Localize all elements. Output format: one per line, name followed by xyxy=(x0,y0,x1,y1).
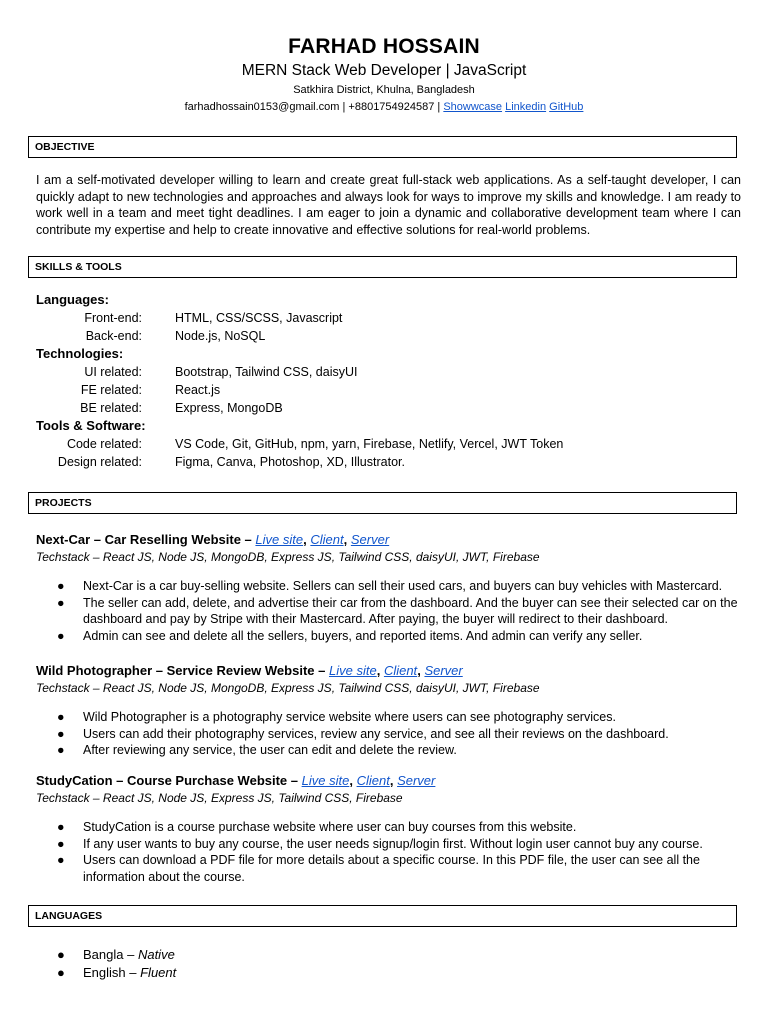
skill-label: FE related: xyxy=(80,383,142,397)
skill-row xyxy=(36,327,736,345)
address: Satkhira District, Khulna, Bangladesh xyxy=(293,84,475,96)
github-link[interactable]: GitHub xyxy=(549,101,584,113)
bullet-icon: ● xyxy=(57,820,65,834)
bullet-icon: ● xyxy=(57,726,65,741)
resume-header xyxy=(0,34,768,115)
skill-category: Tools & Software: xyxy=(36,418,146,433)
skill-row xyxy=(36,453,736,471)
section-heading-skills: SKILLS & TOOLS xyxy=(28,256,737,278)
client-link[interactable]: Client xyxy=(356,773,390,788)
bullet-icon: ● xyxy=(57,628,65,643)
skill-value: HTML, CSS/SCSS, Javascript xyxy=(175,311,343,325)
bullet-icon: ● xyxy=(57,853,65,867)
list-item xyxy=(0,852,740,885)
bullet-icon: ● xyxy=(57,947,65,962)
skill-category: Languages: xyxy=(36,292,109,307)
bullet-text: StudyCation is a course purchase website where user can buy courses from this website. xyxy=(83,820,577,834)
live-site-link[interactable]: Live site xyxy=(301,773,350,788)
list-item xyxy=(0,709,740,726)
skill-row xyxy=(36,381,736,399)
language-name: English – xyxy=(83,965,137,980)
skill-row xyxy=(36,363,736,381)
skill-label: UI related: xyxy=(84,365,142,379)
languages-list xyxy=(0,946,176,982)
skill-value: Figma, Canva, Photoshop, XD, Illustrator. xyxy=(175,455,405,469)
live-site-link[interactable]: Live site xyxy=(328,663,377,678)
server-link[interactable]: Server xyxy=(424,663,463,678)
list-item xyxy=(0,726,740,743)
list-item xyxy=(0,628,740,645)
skill-label: Front-end: xyxy=(84,311,142,325)
bullet-text: Users can download a PDF file for more details about a specific course. In this PDF file, the user can see all the information about the course. xyxy=(83,853,700,884)
contact-line xyxy=(0,100,768,115)
server-link[interactable]: Server xyxy=(397,773,436,788)
skills-list xyxy=(36,291,736,471)
job-title: MERN Stack Web Developer | JavaScript xyxy=(241,62,527,79)
bullet-icon: ● xyxy=(57,743,65,757)
bullet-text: The seller can add, delete, and advertise their car from the dashboard. And the buyer can see their selected car on the dashboard and pay by Stripe with their Mastercard. After paying, the buyer will redirect to their dashboard. xyxy=(83,595,738,626)
skill-value: Bootstrap, Tailwind CSS, daisyUI xyxy=(175,365,358,379)
project-title: Next-Car – Car Reselling Website – Live site, Client, Server xyxy=(36,532,390,547)
contact-info: farhadhossain0153@gmail.com | +8801754924587 | xyxy=(184,101,441,113)
list-item xyxy=(0,819,740,836)
skill-label: Code related: xyxy=(66,437,142,451)
project-bullets xyxy=(0,819,740,885)
skill-label: Design related: xyxy=(57,455,142,469)
objective-text: I am a self-motivated developer willing to learn and create great full-stack web applications. As a self-taught developer, I can quickly adapt to new technologies and approaches and always look for ways to improve my skills and knowledge. I am ready to work well in a team and meet tight deadlines. I am eager to join a dynamic and collaborative development team where I can contribute my expertise and help to create innovative and effective solutions for real-world problems. xyxy=(36,173,741,237)
list-item xyxy=(0,742,740,759)
bullet-icon: ● xyxy=(57,579,65,593)
bullet-text: Admin can see and delete all the sellers, buyers, and reported items. And admin can verify any seller. xyxy=(83,628,643,643)
candidate-name: FARHAD HOSSAIN xyxy=(288,35,480,58)
bullet-text: Wild Photographer is a photography service website where users can see photography services. xyxy=(83,710,616,724)
project-name: StudyCation – Course Purchase Website – xyxy=(36,773,298,788)
project-techstack: Techstack – React JS, Node JS, MongoDB, Express JS, Tailwind CSS, daisyUI, JWT, Firebase xyxy=(36,681,540,695)
live-site-link[interactable]: Live site xyxy=(255,532,304,547)
section-heading-objective: OBJECTIVE xyxy=(28,136,737,158)
project-techstack: Techstack – React JS, Node JS, Express JS, Tailwind CSS, Firebase xyxy=(36,791,403,805)
project-name: Next-Car – Car Reselling Website – xyxy=(36,532,252,547)
skill-value: Node.js, NoSQL xyxy=(175,329,266,343)
language-level: Fluent xyxy=(140,965,177,980)
bullet-icon: ● xyxy=(57,965,65,980)
bullet-text: Next-Car is a car buy-selling website. Sellers can sell their used cars, and buyers can buy vehicles with Mastercard. xyxy=(83,579,723,593)
skill-label: BE related: xyxy=(80,401,142,415)
bullet-icon: ● xyxy=(57,836,65,851)
skill-value: Express, MongoDB xyxy=(175,401,283,415)
skill-row xyxy=(36,435,736,453)
skill-row xyxy=(36,399,736,417)
project-title: Wild Photographer – Service Review Website – Live site, Client, Server xyxy=(36,663,463,678)
project-bullets xyxy=(0,578,740,644)
project-title: StudyCation – Course Purchase Website – Live site, Client, Server xyxy=(36,773,436,788)
list-item xyxy=(0,836,740,853)
linkedin-link[interactable]: Linkedin xyxy=(505,101,547,113)
client-link[interactable]: Client xyxy=(383,663,418,678)
list-item xyxy=(0,578,740,595)
bullet-text: If any user wants to buy any course, the user needs signup/login first. Without login user cannot buy any course. xyxy=(83,836,703,851)
skill-value: VS Code, Git, GitHub, npm, yarn, Firebase, Netlify, Vercel, JWT Token xyxy=(175,437,564,451)
project-bullets xyxy=(0,709,740,759)
project-techstack: Techstack – React JS, Node JS, MongoDB, Express JS, Tailwind CSS, daisyUI, JWT, Firebase xyxy=(36,550,540,564)
skill-label: Back-end: xyxy=(85,329,142,343)
language-name: Bangla – xyxy=(83,947,135,962)
server-link[interactable]: Server xyxy=(350,532,390,547)
skill-category: Technologies: xyxy=(36,346,124,361)
list-item xyxy=(0,946,176,964)
list-item xyxy=(0,595,740,628)
section-heading-projects: PROJECTS xyxy=(28,492,737,514)
section-heading-languages: LANGUAGES xyxy=(28,905,737,927)
showwcase-link[interactable]: Showwcase xyxy=(443,101,503,113)
project-name: Wild Photographer – Service Review Website – xyxy=(36,663,326,678)
skill-value: React.js xyxy=(175,383,221,397)
language-level: Native xyxy=(137,947,175,962)
bullet-icon: ● xyxy=(57,595,65,610)
bullet-text: Users can add their photography services, review any service, and see all their reviews on the dashboard. xyxy=(83,726,669,741)
skill-row xyxy=(36,309,736,327)
client-link[interactable]: Client xyxy=(310,532,344,547)
bullet-icon: ● xyxy=(57,710,65,724)
list-item xyxy=(0,964,176,982)
bullet-text: After reviewing any service, the user can edit and delete the review. xyxy=(83,743,457,757)
